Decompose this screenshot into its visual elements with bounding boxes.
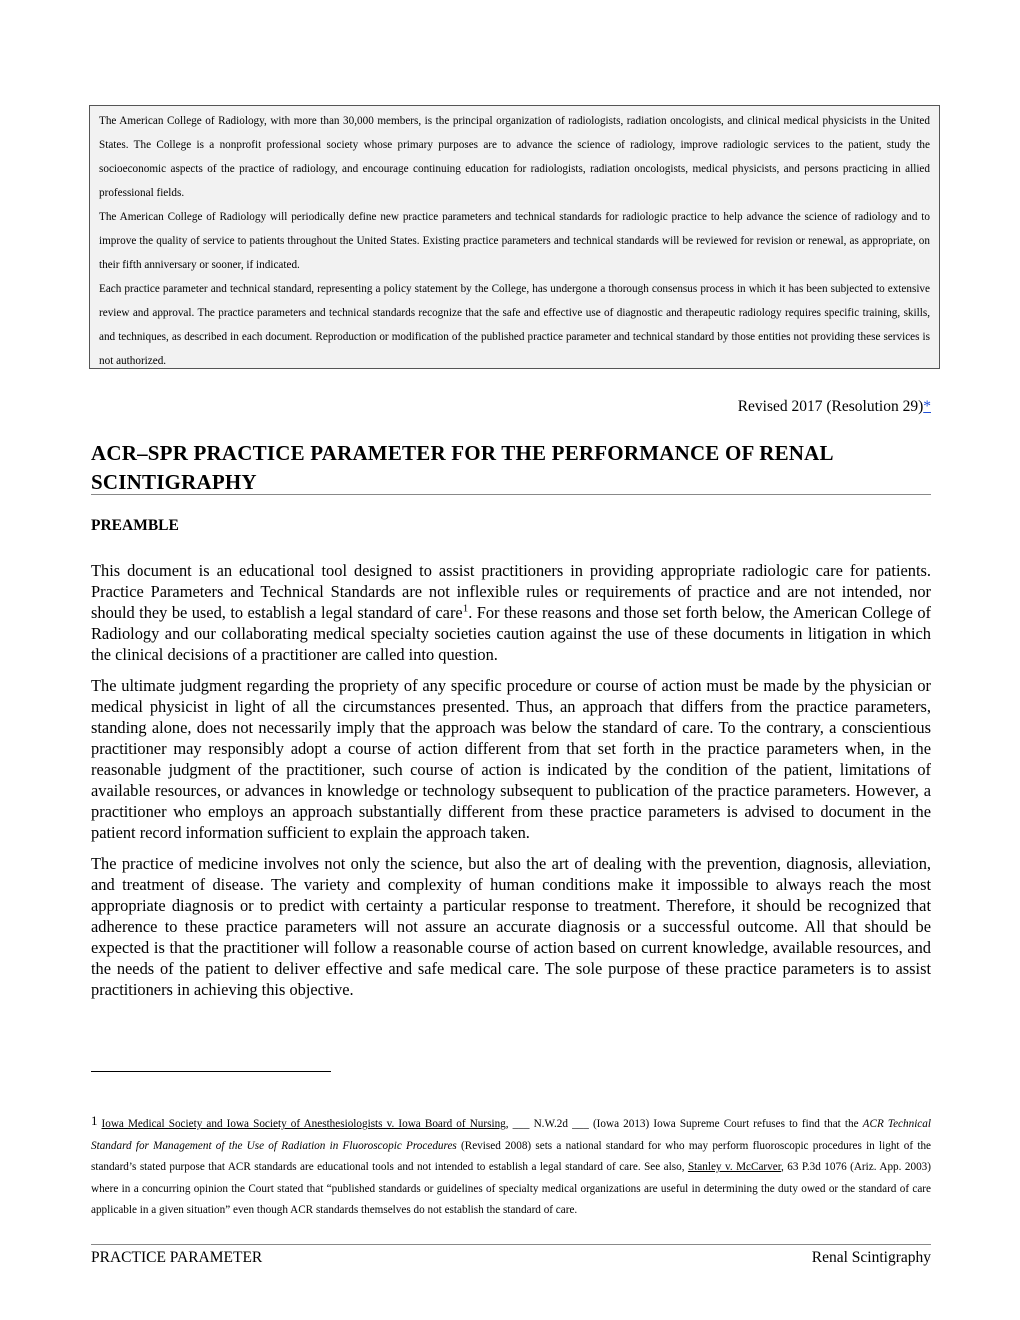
- footnote-reference[interactable]: 1: [462, 602, 469, 615]
- notice-paragraph-2: The American College of Radiology will periodically define new practice parameters and technical standards for radiologic practice to help advance the science of radiology and to improve the quality of service to patients throughout the United States. Existing practice parameters and technical standards will be reviewed for revision or renewal, as appropriate, on their fifth anniversary or sooner, if indicated.: [99, 211, 930, 271]
- notice-paragraph-1: The American College of Radiology, with more than 30,000 members, is the principal organization of radiologists, radiation oncologists, and clinical medical physicists in the United States. The College is a nonprofit professional society whose primary purposes are to advance the science of radiology, improve radiologic services to the patient, study the socioeconomic aspects of the practice of radiology, and encourage continuing education for radiologists, radiation oncologists, medical physicists, and persons practicing in allied professional fields.: [99, 115, 930, 199]
- preamble-paragraph-1: [91, 560, 931, 665]
- notice-paragraph-3: Each practice parameter and technical standard, representing a policy statement by the College, has undergone a thorough consensus process in which it has been subjected to extensive review and approval. The practice parameters and technical standards recognize that the safe and effective use of diagnostic and therapeutic radiology requires specific training, skills, and techniques, as described in each document. Reproduction or modification of the published practice parameter and technical standard by those entities not providing these services is not authorized.: [99, 283, 930, 367]
- footnote-case-link-1[interactable]: Iowa Medical Society and Iowa Society of Anesthesiologists v. Iowa Board of Nursing: [101, 1118, 506, 1130]
- footnote-mark: 1: [91, 1113, 98, 1128]
- footer-document-type: PRACTICE PARAMETER: [91, 1249, 263, 1266]
- footnote-divider: [91, 1071, 331, 1072]
- footnote-1: [91, 1110, 931, 1222]
- footnote-text-3: , 63 P.3d 1076 (Ariz. App. 2003) where in a concurring opinion the Court stated that “published standards or guidelines of specialty medical organizations are useful in determining the duty owed or the standard of care applicable in a given situation” even though ACR standards themselves do not establish the standard of care.: [91, 1161, 931, 1217]
- footnote-case-link-2[interactable]: Stanley v. McCarver: [687, 1161, 781, 1174]
- revision-line: [738, 398, 931, 416]
- paragraph-1-text-a: This document is an educational tool designed to assist practitioners in providing appropriate radiologic care for patients. Practice Parameters and Technical Standards are not inflexible rules or requirements of practice and are not intended, nor should they be used, to establish a legal standard of care: [91, 561, 931, 622]
- revision-footnote-link[interactable]: *: [923, 398, 931, 415]
- title-divider: [91, 494, 931, 495]
- acr-notice-box: [89, 105, 940, 369]
- footer-divider: [91, 1244, 931, 1245]
- footer-document-topic: Renal Scintigraphy: [811, 1249, 931, 1266]
- preamble-paragraph-3: The practice of medicine involves not only the science, but also the art of dealing with the prevention, diagnosis, alleviation, and treatment of disease. The variety and complexity of human conditions make it impossible to always reach the most appropriate diagnosis or to predict with certainty a particular response to treatment. Therefore, it should be recognized that adherence to these practice parameters will not assure an accurate diagnosis or a successful outcome. All that should be expected is that the practitioner will follow a reasonable course of action based on current knowledge, available resources, and the needs of the patient to deliver effective and safe medical care. The sole purpose of these practice parameters is to assist practitioners in achieving this objective.: [91, 854, 931, 999]
- revision-text: Revised 2017 (Resolution 29): [737, 398, 924, 415]
- footnote-text-1: , ___ N.W.2d ___ (Iowa 2013) Iowa Supreme Court refuses to find that the: [505, 1118, 863, 1130]
- preamble-body: [91, 560, 931, 1010]
- paragraph-1-text-b: . For these reasons and those set forth below, the American College of Radiology and our collaborating medical specialty societies caution against the use of these documents in litigation in which the clinical decisions of a practitioner are called into question.: [91, 603, 931, 664]
- section-heading-preamble: PREAMBLE: [91, 517, 179, 534]
- document-title: ACR–SPR PRACTICE PARAMETER FOR THE PERFORMANCE OF RENAL SCINTIGRAPHY: [91, 441, 833, 494]
- preamble-paragraph-2: The ultimate judgment regarding the propriety of any specific procedure or course of action must be made by the physician or medical physicist in light of all the circumstances presented. Thus, an approach that differs from the practice parameters, standing alone, does not necessarily imply that the approach was below the standard of care. To the contrary, a conscientious practitioner may responsibly adopt a course of action different from that set forth in the practice parameters when, in the reasonable judgment of the practitioner, such course of action is indicated by the condition of the patient, limitations of available resources, or advances in knowledge or technology subsequent to publication of the practice parameters. However, a practitioner who employs an approach substantially different from these practice parameters is advised to document in the patient record information sufficient to explain the approach taken.: [91, 676, 931, 842]
- footnote-text-2: (Revised 2008) sets a national standard for who may perform fluoroscopic procedures in light of the standard’s stated purpose that ACR standards are educational tools and not intended to establish a legal standard of care. See also,: [91, 1139, 932, 1174]
- footnote-standard-title: ACR Technical Standard for Management of the Use of Radiation in Fluoroscopic Procedures: [91, 1118, 931, 1152]
